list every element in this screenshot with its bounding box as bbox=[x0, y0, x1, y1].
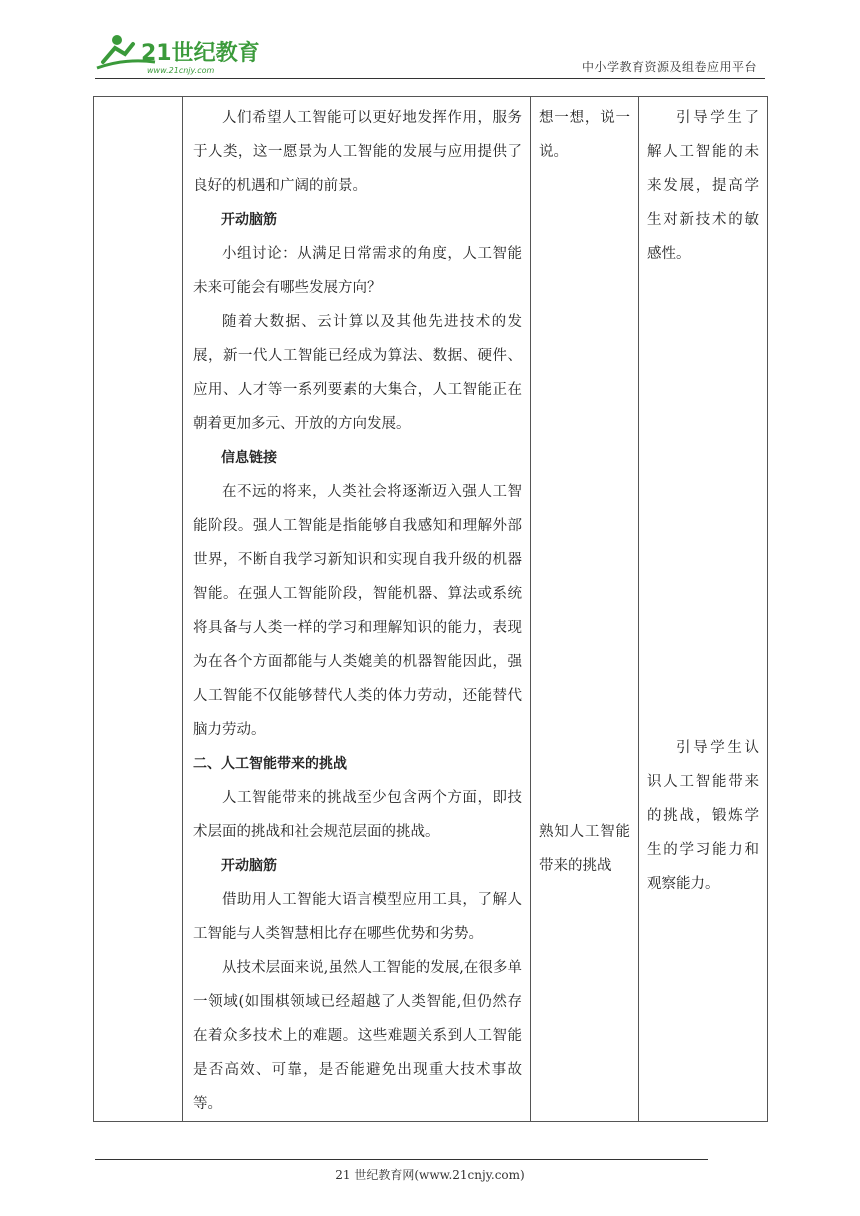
content-cell bbox=[183, 97, 531, 1122]
lesson-table bbox=[93, 96, 768, 1122]
content-paragraph: 从技术层面来说,虽然人工智能的发展,在很多单一领域(如围棋领域已经超越了人类智能,但仍然存在着众多技术上的难题。这些难题关系到人工智能是否高效、可靠，是否能避免出现重大技术事故等。 bbox=[193, 960, 522, 1112]
logo-text: 21世纪教育 bbox=[141, 41, 260, 66]
purpose-text: 引导学生认识人工智能带来的挑战，锻炼学生的学习能力和观察能力。 bbox=[647, 740, 759, 892]
content-paragraph: 随着大数据、云计算以及其他先进技术的发展，新一代人工智能已经成为算法、数据、硬件、应用、人才等一系列要素的大集合，人工智能正在朝着更加多元、开放的方向发展。 bbox=[193, 314, 522, 432]
content-paragraph: 借助用人工智能大语言模型应用工具，了解人工智能与人类智慧相比存在哪些优势和劣势。 bbox=[193, 892, 522, 942]
activity-text: 想一想，说一说。 bbox=[539, 110, 630, 160]
page-header bbox=[95, 30, 765, 79]
content-paragraph: 人工智能带来的挑战至少包含两个方面，即技术层面的挑战和社会规范层面的挑战。 bbox=[193, 790, 522, 840]
section-heading: 信息链接 bbox=[221, 450, 277, 466]
activity-cell bbox=[531, 97, 639, 1122]
purpose-text: 引导学生了解人工智能的未来发展，提高学生对新技术的敏感性。 bbox=[647, 110, 759, 262]
section-heading: 二、人工智能带来的挑战 bbox=[193, 756, 347, 772]
activity-text: 熟知人工智能带来的挑战 bbox=[539, 824, 630, 874]
content-paragraph: 小组讨论：从满足日常需求的角度，人工智能未来可能会有哪些发展方向？ bbox=[193, 246, 522, 296]
section-heading: 开动脑筋 bbox=[221, 858, 277, 874]
content-paragraph: 在不远的将来，人类社会将逐渐迈入强人工智能阶段。强人工智能是指能够自我感知和理解外部世界，不断自我学习新知识和实现自我升级的机器智能。在强人工智能阶段，智能机器、算法或系统将具备与人类一样的学习和理解知识的能力，表现为在各个方面都能与人类媲美的机器智能因此，强人工智能不仅能够替代人类的体力劳动，还能替代脑力劳动。 bbox=[193, 484, 522, 738]
footer-divider bbox=[95, 1159, 708, 1160]
content-paragraph: 人们希望人工智能可以更好地发挥作用，服务于人类，这一愿景为人工智能的发展与应用提供了良好的机遇和广阔的前景。 bbox=[193, 110, 522, 194]
purpose-cell bbox=[639, 97, 768, 1122]
logo-url: www.21cnjy.com bbox=[147, 66, 215, 75]
page-footer: 21 世纪教育网(www.21cnjy.com) bbox=[335, 1168, 525, 1182]
stage-cell bbox=[94, 97, 183, 1122]
logo-21cnjy bbox=[95, 32, 265, 76]
platform-name: 中小学教育资源及组卷应用平台 bbox=[581, 60, 757, 74]
section-heading: 开动脑筋 bbox=[221, 212, 277, 228]
